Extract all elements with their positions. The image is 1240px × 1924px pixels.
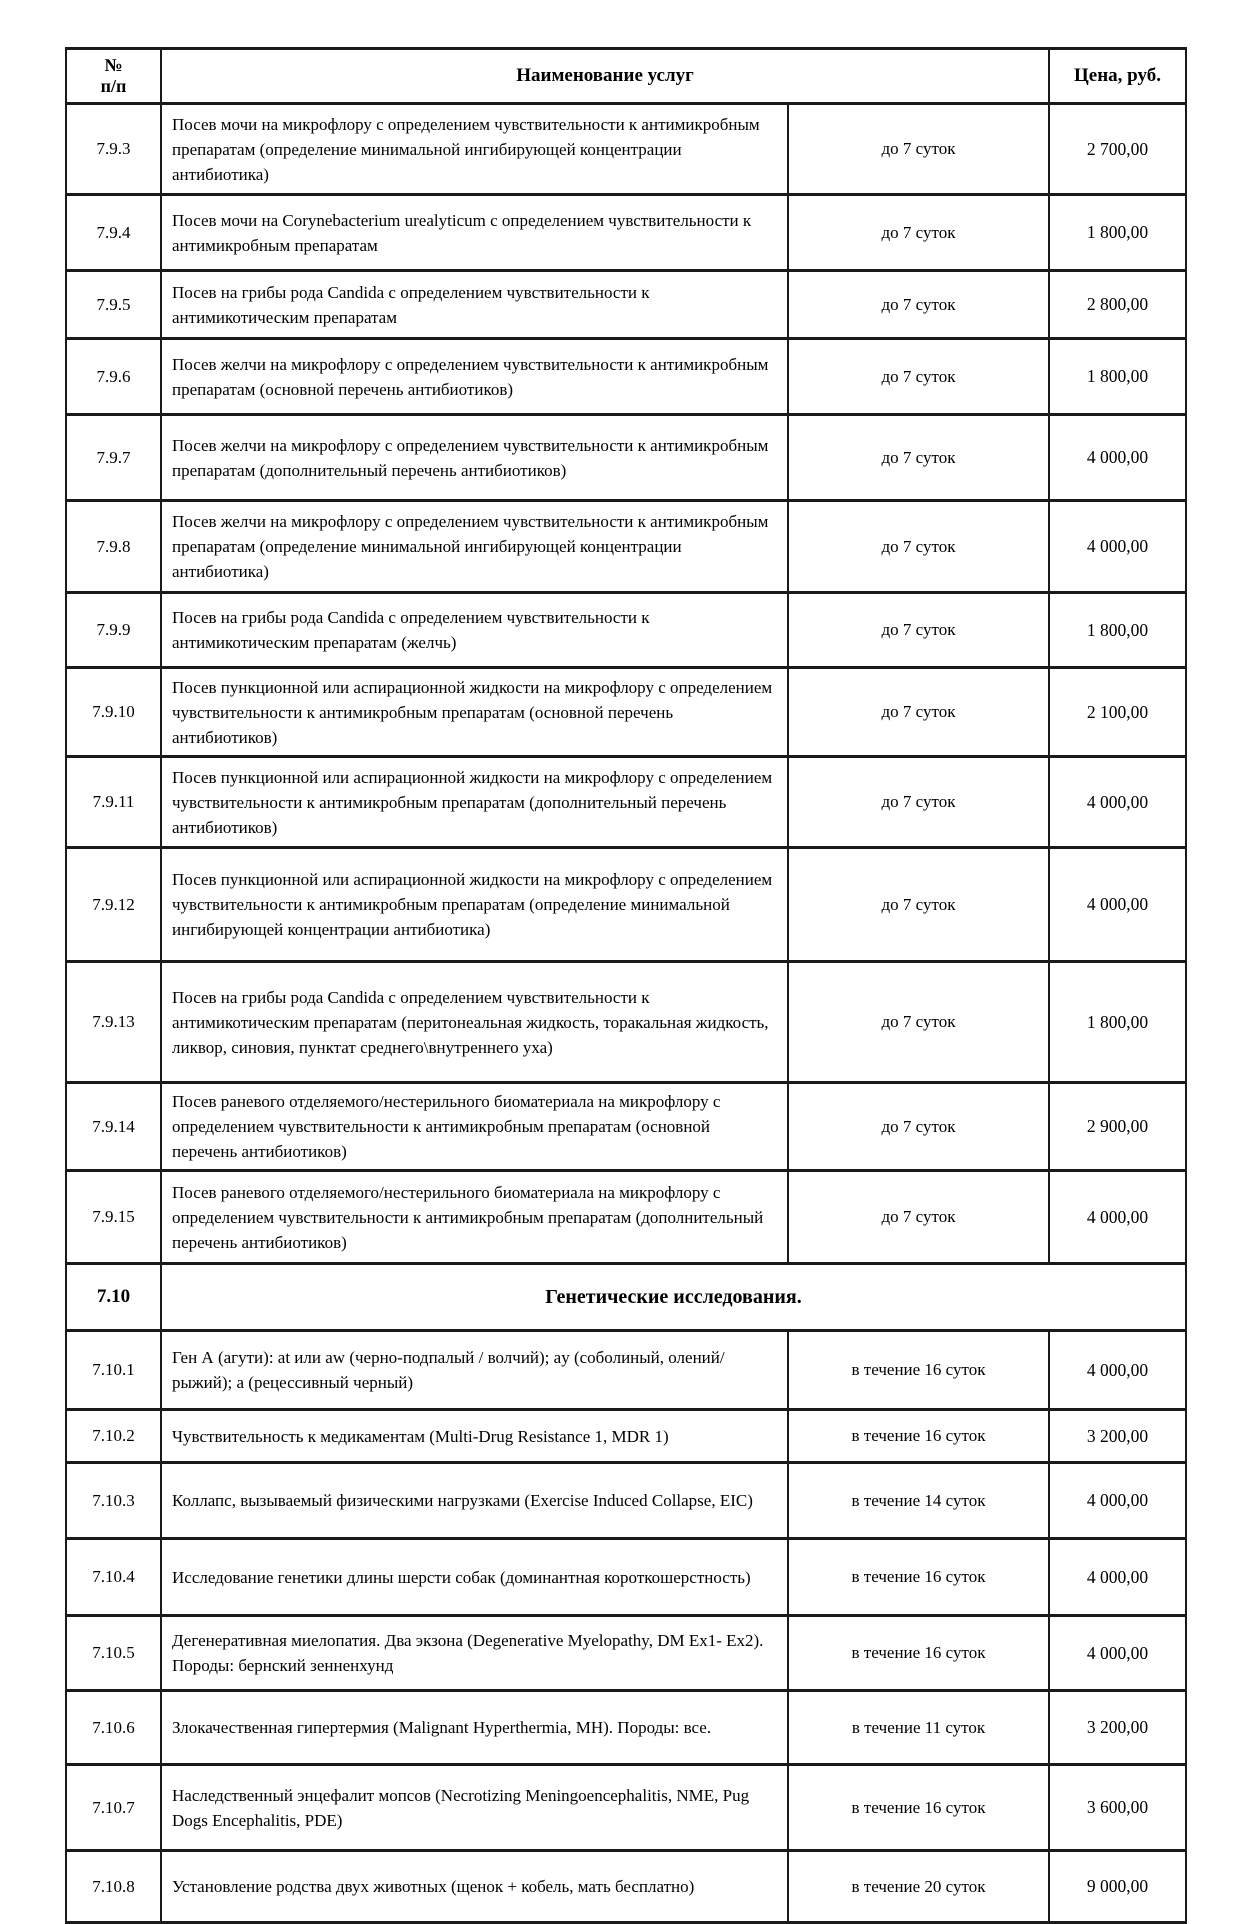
price-cell: 4 000,00 [1049, 848, 1186, 962]
price-cell: 4 000,00 [1049, 1331, 1186, 1410]
duration-cell: в течение 16 суток [788, 1539, 1049, 1616]
price-cell: 4 000,00 [1049, 1616, 1186, 1691]
duration-cell: до 7 суток [788, 848, 1049, 962]
price-cell: 1 800,00 [1049, 195, 1186, 271]
duration-cell: в течение 16 суток [788, 1331, 1049, 1410]
price-cell: 4 000,00 [1049, 1171, 1186, 1264]
price-table [65, 47, 1187, 1924]
duration-cell: до 7 суток [788, 668, 1049, 757]
table-row [66, 271, 1186, 339]
col-header-number [66, 49, 161, 104]
table-row [66, 593, 1186, 668]
table-row [66, 962, 1186, 1083]
row-number-cell: 7.9.11 [66, 757, 161, 848]
table-row [66, 415, 1186, 501]
col-header-service: Наименование услуг [161, 49, 1049, 104]
service-name-cell: Злокачественная гипертермия (Malignant Hyperthermia, MH). Породы: все. [161, 1691, 788, 1765]
row-number-cell: 7.9.13 [66, 962, 161, 1083]
price-cell: 4 000,00 [1049, 501, 1186, 593]
service-name-cell: Чувствительность к медикаментам (Multi-Drug Resistance 1, MDR 1) [161, 1410, 788, 1463]
row-number-cell: 7.10.3 [66, 1463, 161, 1539]
table-row [66, 1616, 1186, 1691]
price-cell: 2 700,00 [1049, 104, 1186, 195]
row-number-cell: 7.9.14 [66, 1083, 161, 1171]
duration-cell: до 7 суток [788, 415, 1049, 501]
table-row [66, 1331, 1186, 1410]
service-name-cell: Посев пункционной или аспирационной жидкости на микрофлору с определением чувствительности к антимикробным препаратам (определение минимальной ингибирующей концентрации антибиотика) [161, 848, 788, 962]
duration-cell: до 7 суток [788, 962, 1049, 1083]
row-number-cell: 7.10.5 [66, 1616, 161, 1691]
section-number-cell: 7.10 [66, 1264, 161, 1331]
duration-cell: до 7 суток [788, 1083, 1049, 1171]
service-name-cell: Посев мочи на Corynebacterium urealyticum с определением чувствительности к антимикробным препаратам [161, 195, 788, 271]
price-cell: 1 800,00 [1049, 339, 1186, 415]
service-name-cell: Посев пункционной или аспирационной жидкости на микрофлору с определением чувствительности к антимикробным препаратам (дополнительный перечень антибиотиков) [161, 757, 788, 848]
duration-cell: в течение 11 суток [788, 1691, 1049, 1765]
table-row [66, 1171, 1186, 1264]
duration-cell: в течение 16 суток [788, 1616, 1049, 1691]
table-row [66, 1851, 1186, 1923]
duration-cell: в течение 16 суток [788, 1410, 1049, 1463]
row-number-cell: 7.9.5 [66, 271, 161, 339]
section-row [66, 1264, 1186, 1331]
table-row [66, 848, 1186, 962]
service-name-cell: Посев на грибы рода Candida с определением чувствительности к антимикотическим препаратам [161, 271, 788, 339]
row-number-cell: 7.10.6 [66, 1691, 161, 1765]
price-cell: 4 000,00 [1049, 1463, 1186, 1539]
service-name-cell: Установление родства двух животных (щенок + кобель, мать бесплатно) [161, 1851, 788, 1923]
price-cell: 1 800,00 [1049, 962, 1186, 1083]
col-header-number-line2: п/п [100, 76, 127, 96]
table-row [66, 1463, 1186, 1539]
table-row [66, 195, 1186, 271]
service-name-cell: Посев пункционной или аспирационной жидкости на микрофлору с определением чувствительности к антимикробным препаратам (основной перечень антибиотиков) [161, 668, 788, 757]
service-name-cell: Посев раневого отделяемого/нестерильного биоматериала на микрофлору с определением чувствительности к антимикробным препаратам (дополнительный перечень антибиотиков) [161, 1171, 788, 1264]
duration-cell: до 7 суток [788, 271, 1049, 339]
table-row [66, 501, 1186, 593]
row-number-cell: 7.9.9 [66, 593, 161, 668]
duration-cell: до 7 суток [788, 1171, 1049, 1264]
table-row [66, 668, 1186, 757]
service-name-cell: Дегенеративная миелопатия. Два экзона (Degenerative Myelopathy, DM Ex1- Ex2). Породы: бернский зенненхунд [161, 1616, 788, 1691]
duration-cell: в течение 20 суток [788, 1851, 1049, 1923]
table-row [66, 1410, 1186, 1463]
duration-cell: до 7 суток [788, 501, 1049, 593]
col-header-number-line1: № [104, 55, 123, 76]
duration-cell: в течение 14 суток [788, 1463, 1049, 1539]
row-number-cell: 7.9.3 [66, 104, 161, 195]
duration-cell: в течение 16 суток [788, 1765, 1049, 1851]
row-number-cell: 7.10.2 [66, 1410, 161, 1463]
duration-cell: до 7 суток [788, 339, 1049, 415]
table-row [66, 104, 1186, 195]
price-cell: 4 000,00 [1049, 1539, 1186, 1616]
price-cell: 2 900,00 [1049, 1083, 1186, 1171]
row-number-cell: 7.9.6 [66, 339, 161, 415]
duration-cell: до 7 суток [788, 104, 1049, 195]
row-number-cell: 7.9.12 [66, 848, 161, 962]
service-name-cell: Ген А (агути): at или aw (черно-подпалый / волчий); ay (соболиный, олений/рыжий); a (рецессивный черный) [161, 1331, 788, 1410]
service-name-cell: Посев раневого отделяемого/нестерильного биоматериала на микрофлору с определением чувствительности к антимикробным препаратам (основной перечень антибиотиков) [161, 1083, 788, 1171]
duration-cell: до 7 суток [788, 195, 1049, 271]
duration-cell: до 7 суток [788, 593, 1049, 668]
table-row [66, 339, 1186, 415]
price-cell: 4 000,00 [1049, 415, 1186, 501]
row-number-cell: 7.9.8 [66, 501, 161, 593]
table-row [66, 1539, 1186, 1616]
price-cell: 9 000,00 [1049, 1851, 1186, 1923]
row-number-cell: 7.9.7 [66, 415, 161, 501]
row-number-cell: 7.9.10 [66, 668, 161, 757]
price-cell: 4 000,00 [1049, 757, 1186, 848]
price-cell: 3 200,00 [1049, 1691, 1186, 1765]
service-name-cell: Посев желчи на микрофлору с определением чувствительности к антимикробным препаратам (определение минимальной ингибирующей концентрации антибиотика) [161, 501, 788, 593]
service-name-cell: Наследственный энцефалит мопсов (Necrotizing Meningoencephalitis, NME, Pug Dogs Encephalitis, PDE) [161, 1765, 788, 1851]
row-number-cell: 7.10.7 [66, 1765, 161, 1851]
row-number-cell: 7.10.4 [66, 1539, 161, 1616]
row-number-cell: 7.9.15 [66, 1171, 161, 1264]
row-number-cell: 7.10.1 [66, 1331, 161, 1410]
service-name-cell: Посев мочи на микрофлору с определением чувствительности к антимикробным препаратам (определение минимальной ингибирующей концентрации антибиотика) [161, 104, 788, 195]
section-title-cell: Генетические исследования. [161, 1264, 1186, 1331]
price-cell: 1 800,00 [1049, 593, 1186, 668]
table-row [66, 1691, 1186, 1765]
duration-cell: до 7 суток [788, 757, 1049, 848]
row-number-cell: 7.9.4 [66, 195, 161, 271]
table-row [66, 757, 1186, 848]
col-header-price: Цена, руб. [1049, 49, 1186, 104]
service-name-cell: Посев желчи на микрофлору с определением чувствительности к антимикробным препаратам (дополнительный перечень антибиотиков) [161, 415, 788, 501]
service-name-cell: Посев на грибы рода Candida с определением чувствительности к антимикотическим препаратам (перитонеальная жидкость, торакальная жидкость, ликвор, синовия, пунктат среднего\внутреннего уха) [161, 962, 788, 1083]
service-name-cell: Посев желчи на микрофлору с определением чувствительности к антимикробным препаратам (основной перечень антибиотиков) [161, 339, 788, 415]
price-cell: 3 600,00 [1049, 1765, 1186, 1851]
header-row [66, 49, 1186, 104]
service-name-cell: Посев на грибы рода Candida с определением чувствительности к антимикотическим препаратам (желчь) [161, 593, 788, 668]
table-row [66, 1765, 1186, 1851]
service-name-cell: Исследование генетики длины шерсти собак (доминантная короткошерстность) [161, 1539, 788, 1616]
table-row [66, 1083, 1186, 1171]
price-cell: 2 100,00 [1049, 668, 1186, 757]
service-name-cell: Коллапс, вызываемый физическими нагрузками (Exercise Induced Collapse, EIC) [161, 1463, 788, 1539]
price-cell: 3 200,00 [1049, 1410, 1186, 1463]
row-number-cell: 7.10.8 [66, 1851, 161, 1923]
price-cell: 2 800,00 [1049, 271, 1186, 339]
